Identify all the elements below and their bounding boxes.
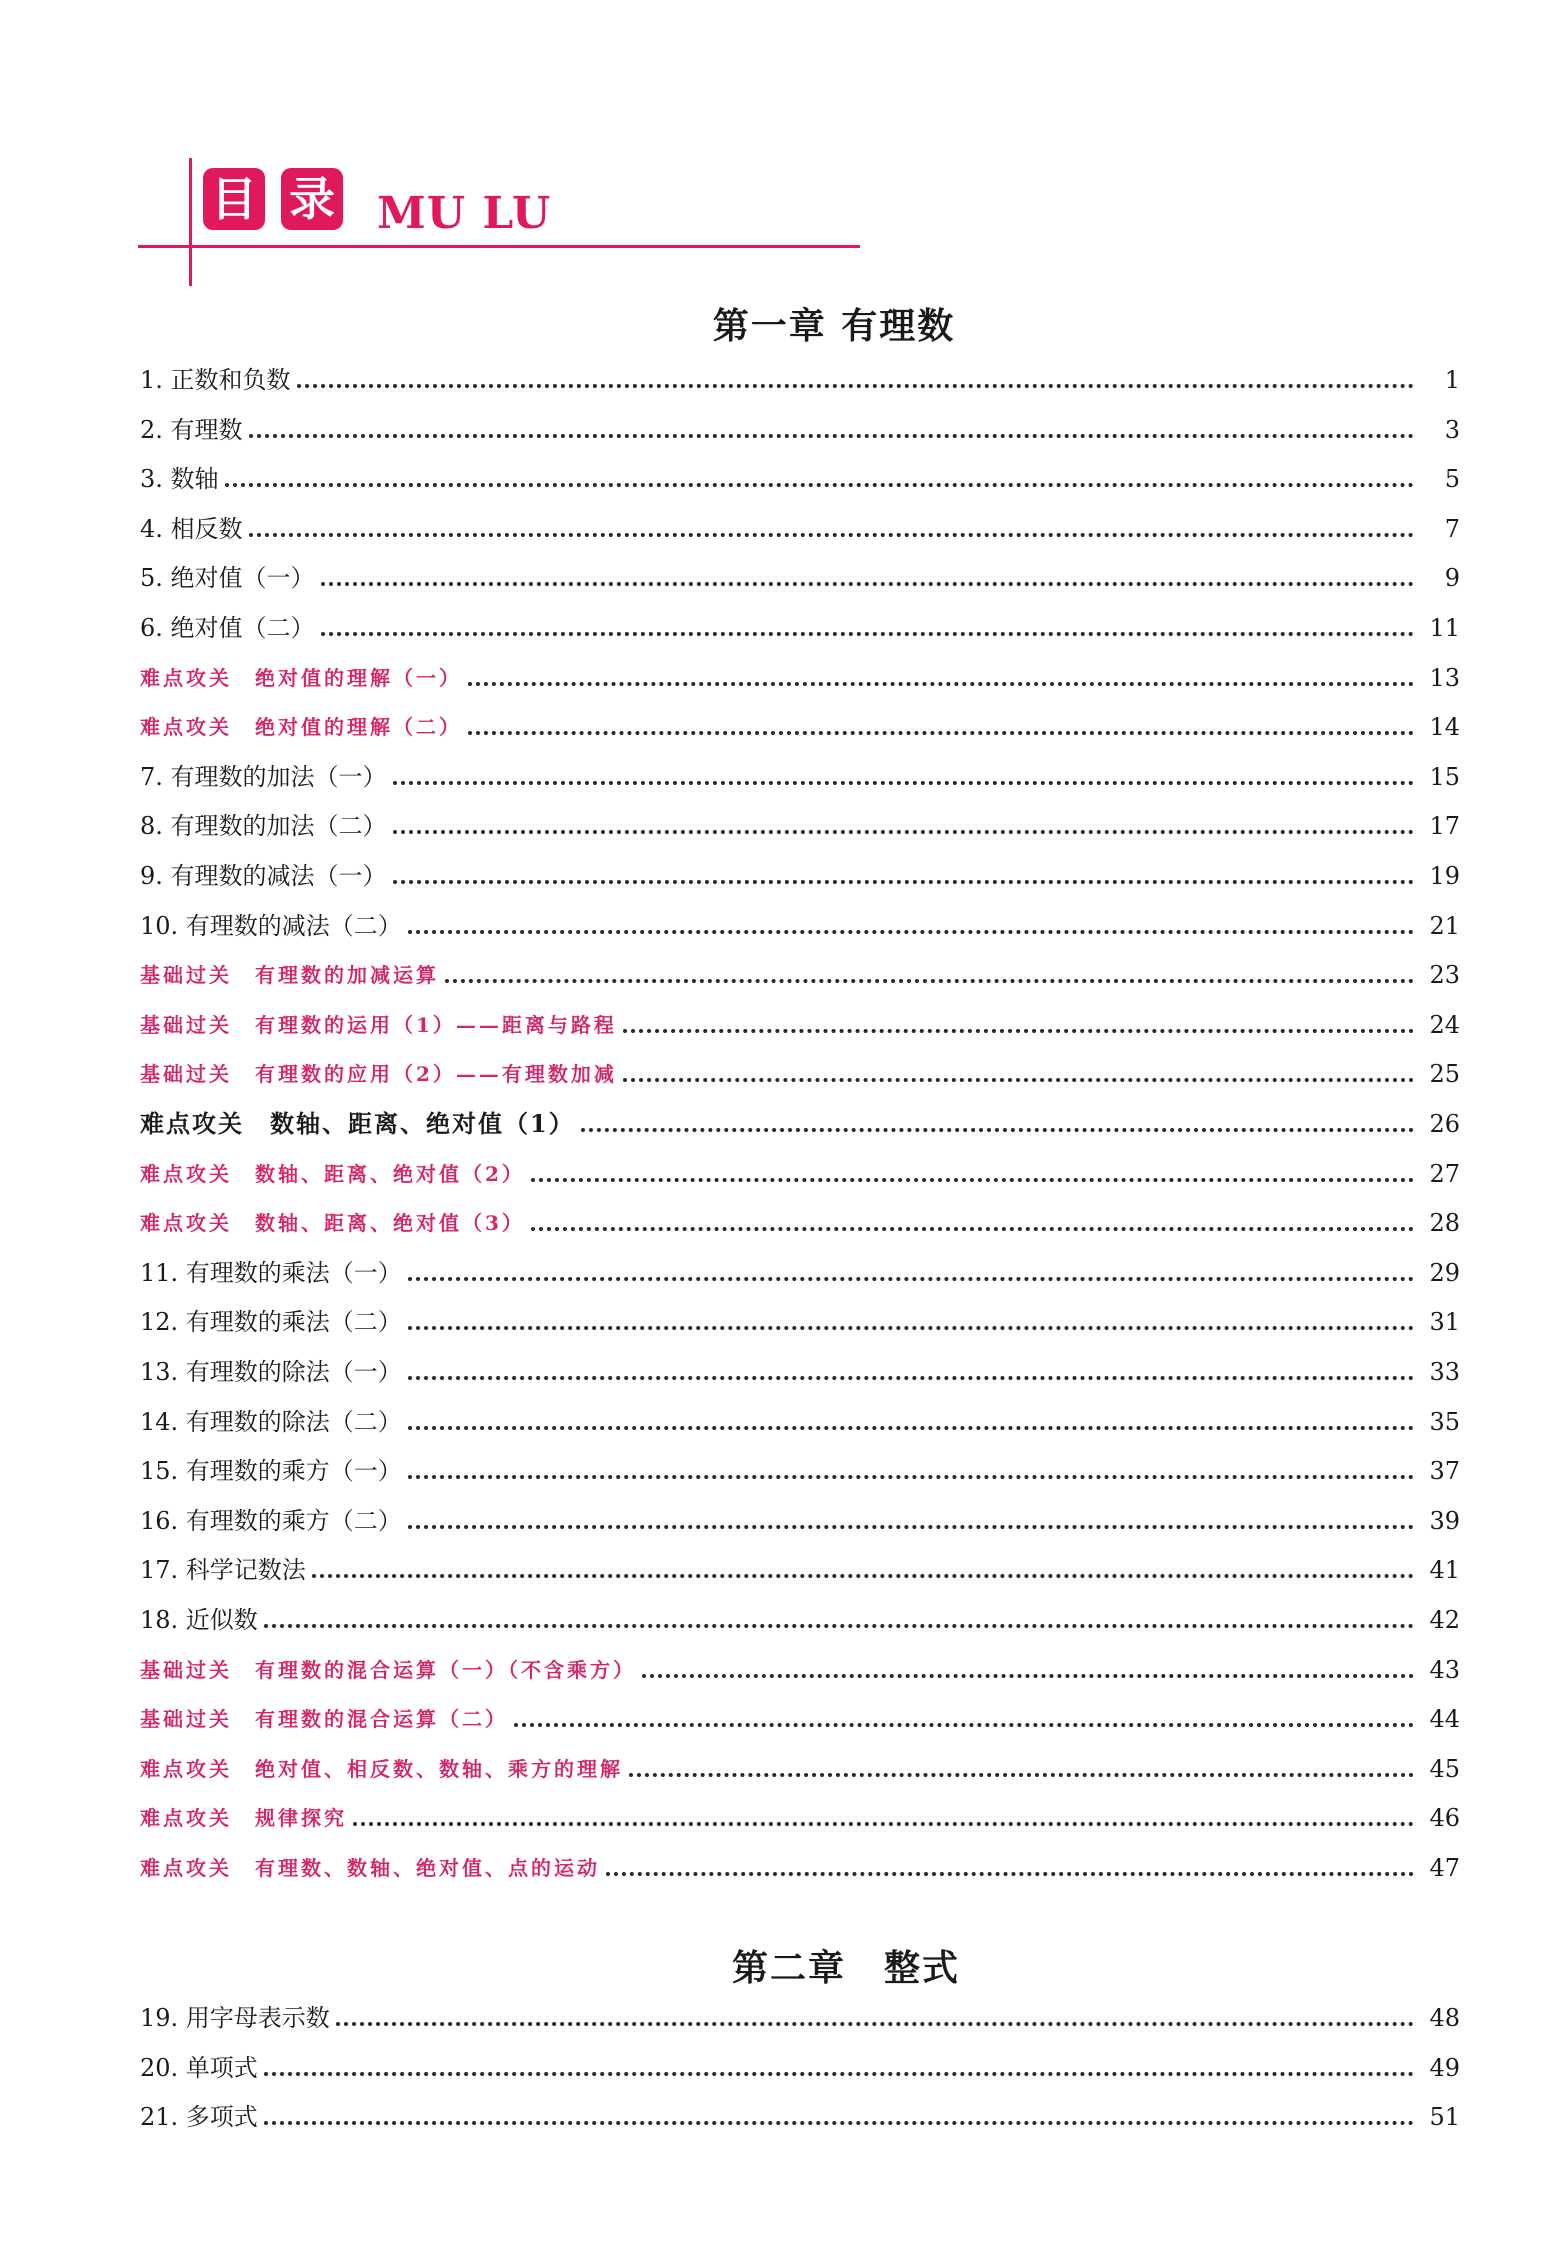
toc-entry-label: 4. 相反数 (140, 515, 243, 543)
toc-leader-dots (264, 2072, 1414, 2076)
toc-leader-dots (408, 1475, 1414, 1479)
toc-leader-dots (531, 1227, 1414, 1231)
toc-entry-page: 51 (1429, 2103, 1460, 2131)
toc-entry[interactable] (140, 412, 1460, 448)
toc-entry[interactable] (140, 1850, 1460, 1886)
toc-entry-page: 33 (1429, 1358, 1460, 1386)
chapter-title-2: 第二章 整式 (731, 1947, 960, 1989)
toc-entry[interactable] (140, 2000, 1460, 2036)
toc-leader-dots (393, 781, 1414, 785)
toc-leader-dots (297, 384, 1414, 388)
header-box-mu (203, 168, 265, 230)
toc-leader-dots (225, 483, 1414, 487)
toc-entry-page: 24 (1429, 1011, 1460, 1039)
toc-leader-dots (264, 2121, 1414, 2125)
toc-leader-dots (393, 880, 1414, 884)
toc-entry-label: 17. 科学记数法 (140, 1556, 306, 1584)
toc-entry[interactable] (140, 1354, 1460, 1390)
toc-leader-dots (408, 1426, 1414, 1430)
toc-entry-page: 7 (1444, 515, 1460, 543)
toc-entry[interactable] (140, 1602, 1460, 1638)
toc-entry-page: 15 (1429, 763, 1460, 791)
toc-entry[interactable] (140, 1751, 1460, 1787)
toc-leader-dots (393, 830, 1414, 834)
toc-entry-label: 基础过关 有理数的混合运算（二） (140, 1707, 508, 1731)
toc-leader-dots (408, 930, 1414, 934)
toc-entry-label: 基础过关 有理数的加减运算 (140, 963, 439, 987)
header-box-mu-char: 目 (211, 172, 257, 226)
toc-entry-label: 难点攻关 规律探究 (140, 1806, 347, 1830)
toc-entry-page: 1 (1444, 366, 1460, 394)
toc-entry-page: 27 (1429, 1160, 1460, 1188)
toc-entry-page: 11 (1429, 614, 1460, 642)
toc-entry-page: 47 (1429, 1854, 1460, 1882)
toc-entry[interactable] (140, 1205, 1460, 1241)
toc-entry[interactable] (140, 1404, 1460, 1440)
toc-entry[interactable] (140, 1652, 1460, 1688)
toc-entry-page: 25 (1429, 1060, 1460, 1088)
toc-entry-label: 基础过关 有理数的混合运算（一）（不含乘方） (140, 1658, 636, 1682)
toc-leader-dots (623, 1078, 1414, 1082)
toc-leader-dots (581, 1128, 1414, 1132)
toc-entry-page: 49 (1429, 2054, 1460, 2082)
toc-entry[interactable] (140, 560, 1460, 596)
toc-entry-label: 6. 绝对值（二） (140, 614, 315, 642)
toc-leader-dots (249, 434, 1414, 438)
toc-entry-label: 3. 数轴 (140, 465, 219, 493)
toc-entry-label: 9. 有理数的减法（一） (140, 862, 387, 890)
toc-entry-label: 基础过关 有理数的应用（2）——有理数加减 (140, 1062, 617, 1086)
toc-entry-label: 难点攻关 有理数、数轴、绝对值、点的运动 (140, 1856, 600, 1880)
toc-leader-dots (249, 533, 1414, 537)
toc-entry-label: 难点攻关 数轴、距离、绝对值（2） (140, 1162, 525, 1186)
toc-entry[interactable] (140, 1056, 1460, 1092)
header-rule-vertical (189, 158, 192, 286)
toc-entry[interactable] (140, 1503, 1460, 1539)
toc-entry[interactable] (140, 908, 1460, 944)
toc-leader-dots (408, 1525, 1414, 1529)
toc-entry-label: 难点攻关 绝对值、相反数、数轴、乘方的理解 (140, 1757, 623, 1781)
toc-entry-page: 13 (1429, 664, 1460, 692)
toc-entry-label: 19. 用字母表示数 (140, 2004, 330, 2032)
toc-entry-label: 16. 有理数的乘方（二） (140, 1507, 402, 1535)
toc-entry-label: 13. 有理数的除法（一） (140, 1358, 402, 1386)
header-box-lu (281, 168, 343, 230)
toc-entry-label: 8. 有理数的加法（二） (140, 812, 387, 840)
toc-leader-dots (514, 1723, 1414, 1727)
toc-entry-page: 35 (1429, 1408, 1460, 1436)
toc-leader-dots (606, 1872, 1414, 1876)
toc-entry[interactable] (140, 1552, 1460, 1588)
toc-leader-dots (321, 632, 1414, 636)
toc-entry-page: 14 (1429, 713, 1460, 741)
toc-leader-dots (312, 1574, 1414, 1578)
toc-entry[interactable] (140, 2050, 1460, 2086)
toc-entry-label: 21. 多项式 (140, 2103, 258, 2131)
toc-entry-page: 39 (1429, 1507, 1460, 1535)
header-latin-title: MU LU (377, 188, 552, 239)
toc-leader-dots (629, 1773, 1414, 1777)
toc-leader-dots (531, 1178, 1414, 1182)
toc-entry-label: 难点攻关 数轴、距离、绝对值（1） (140, 1109, 575, 1138)
toc-entry-page: 37 (1429, 1457, 1460, 1485)
toc-entry[interactable] (140, 660, 1460, 696)
toc-entry[interactable] (140, 858, 1460, 894)
toc-leader-dots (264, 1624, 1414, 1628)
toc-entry-page: 48 (1429, 2004, 1460, 2032)
toc-entry-page: 19 (1429, 862, 1460, 890)
toc-entry-page: 46 (1429, 1804, 1460, 1832)
toc-entry-page: 21 (1429, 912, 1460, 940)
toc-entry[interactable] (140, 461, 1460, 497)
toc-leader-dots (468, 731, 1414, 735)
toc-entry-page: 26 (1429, 1110, 1460, 1138)
toc-entry-label: 15. 有理数的乘方（一） (140, 1457, 402, 1485)
toc-entry[interactable] (140, 1255, 1460, 1291)
toc-entry-label: 10. 有理数的减法（二） (140, 912, 402, 940)
toc-leader-dots (468, 682, 1414, 686)
toc-entry[interactable] (140, 1453, 1460, 1489)
toc-leader-dots (353, 1822, 1414, 1826)
toc-entry-label: 难点攻关 绝对值的理解（二） (140, 715, 462, 739)
toc-leader-dots (623, 1029, 1414, 1033)
toc-entry[interactable] (140, 709, 1460, 745)
toc-entry-page: 9 (1444, 564, 1460, 592)
toc-entry[interactable] (140, 957, 1460, 993)
toc-leader-dots (321, 582, 1414, 586)
toc-entry-label: 12. 有理数的乘法（二） (140, 1308, 402, 1336)
toc-entry-page: 44 (1429, 1705, 1460, 1733)
toc-leader-dots (408, 1376, 1414, 1380)
toc-entry-label: 7. 有理数的加法（一） (140, 763, 387, 791)
toc-entry-label: 2. 有理数 (140, 416, 243, 444)
toc-entry-label: 14. 有理数的除法（二） (140, 1408, 402, 1436)
toc-entry-page: 23 (1429, 961, 1460, 989)
toc-entry-page: 43 (1429, 1656, 1460, 1684)
toc-entry[interactable] (140, 1156, 1460, 1192)
toc-leader-dots (408, 1277, 1414, 1281)
toc-entry[interactable] (140, 2099, 1460, 2135)
toc-entry-page: 31 (1429, 1308, 1460, 1336)
toc-entry-label: 11. 有理数的乘法（一） (140, 1259, 402, 1287)
toc-entry-label: 难点攻关 数轴、距离、绝对值（3） (140, 1211, 525, 1235)
toc-entry-page: 45 (1429, 1755, 1460, 1783)
toc-entry-page: 3 (1444, 416, 1460, 444)
toc-entry-label: 1. 正数和负数 (140, 366, 291, 394)
toc-entry-page: 42 (1429, 1606, 1460, 1634)
toc-leader-dots (408, 1326, 1414, 1330)
toc-entry[interactable] (140, 1701, 1460, 1737)
toc-entry-label: 难点攻关 绝对值的理解（一） (140, 666, 462, 690)
toc-leader-dots (642, 1674, 1414, 1678)
toc-entry[interactable] (140, 1106, 1460, 1142)
toc-entry-label: 5. 绝对值（一） (140, 564, 315, 592)
toc-leader-dots (336, 2022, 1414, 2026)
toc-entry-label: 18. 近似数 (140, 1606, 258, 1634)
toc-entry[interactable] (140, 808, 1460, 844)
toc-leader-dots (445, 979, 1414, 983)
toc-entry[interactable] (140, 1304, 1460, 1340)
toc-entry-label: 基础过关 有理数的运用（1）——距离与路程 (140, 1013, 617, 1037)
chapter-title-1: 第一章 有理数 (712, 305, 956, 347)
toc-entry-page: 5 (1444, 465, 1460, 493)
toc-entry[interactable] (140, 610, 1460, 646)
toc-entry[interactable] (140, 1800, 1460, 1836)
toc-entry[interactable] (140, 511, 1460, 547)
toc-entry[interactable] (140, 1007, 1460, 1043)
toc-entry-page: 41 (1429, 1556, 1460, 1584)
toc-entry[interactable] (140, 759, 1460, 795)
header-box-lu-char: 录 (289, 172, 335, 226)
toc-entry-page: 28 (1429, 1209, 1460, 1237)
toc-entry-page: 17 (1429, 812, 1460, 840)
header-rule-horizontal (138, 245, 860, 248)
toc-entry-label: 20. 单项式 (140, 2054, 258, 2082)
toc-entry[interactable] (140, 362, 1460, 398)
toc-entry-page: 29 (1429, 1259, 1460, 1287)
